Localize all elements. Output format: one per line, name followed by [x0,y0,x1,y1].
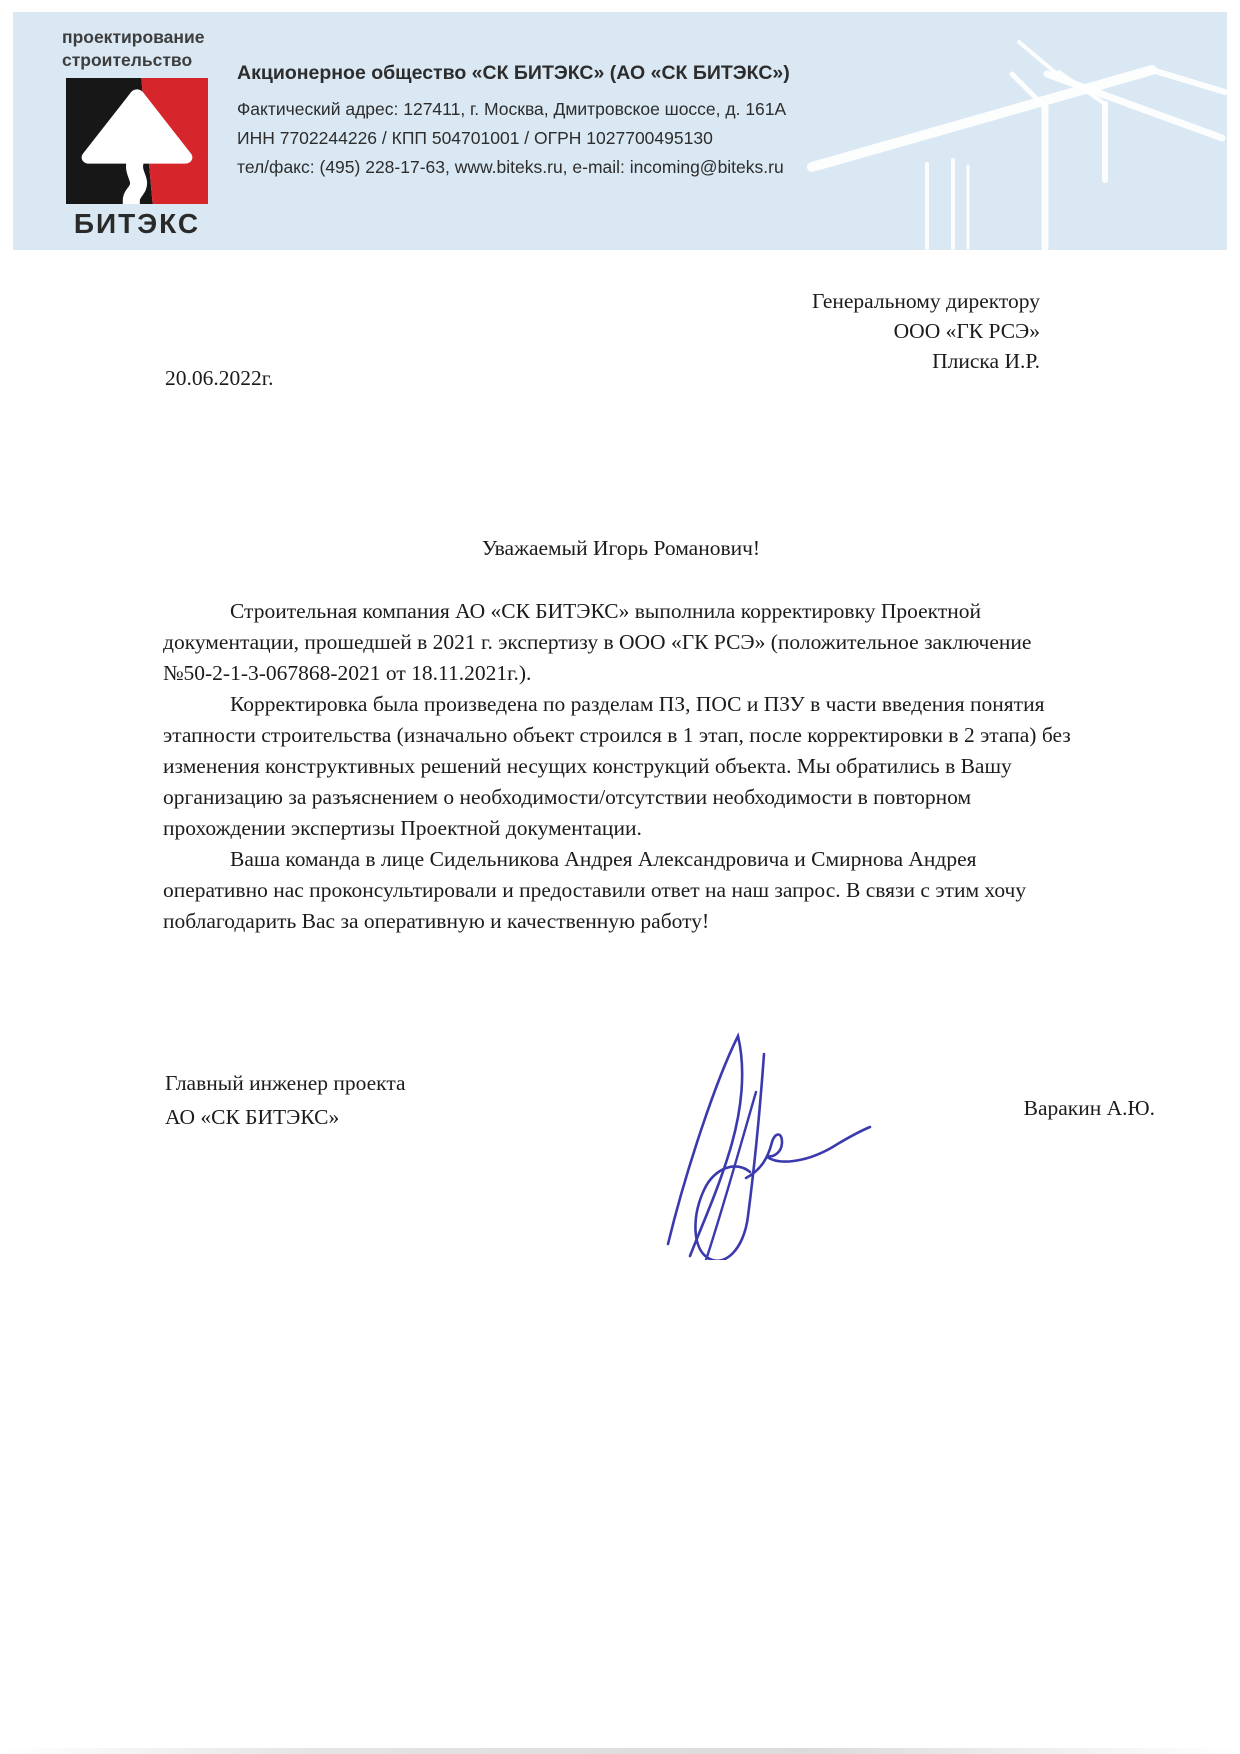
letter-body [163,596,1079,937]
paragraph-1: Строительная компания АО «СК БИТЭКС» выполнила корректировку Проектной документации, прошедшей в 2021 г. экспертизу в ООО «ГК РСЭ» (положительное заключение №50-2-1-3-067868-2021 от 18.11.2021г.). [163,599,1032,685]
signer-position-line-2: АО «СК БИТЭКС» [165,1105,340,1129]
signer-position-line-1: Главный инженер проекта [165,1071,406,1095]
scan-artifact [0,1748,1240,1754]
tagline-line-1: проектирование [62,27,205,47]
recipient-company: ООО «ГК РСЭ» [893,319,1040,343]
signer-name: Варакин А.Ю. [1023,1096,1155,1120]
company-contacts: тел/факс: (495) 228-17-63, www.biteks.ru, e-mail: incoming@biteks.ru [237,157,784,177]
letter-date: 20.06.2022г. [165,366,274,390]
signer-position-block [165,1066,406,1134]
salutation: Уважаемый Игорь Романович! [481,536,761,560]
paragraph-3: Ваша команда в лице Сидельникова Андрея Александровича и Смирнова Андрея оперативно нас проконсультировали и предоставили ответ на наш запрос. В связи с этим хочу поблагодарить Вас за оперативную и качественную работу! [163,847,1027,933]
construction-crane-watermark-icon [757,12,1227,250]
paragraph-2: Корректировка была произведена по разделам ПЗ, ПОС и ПЗУ в части введения понятия этапности строительства (изначально объект строился в 1 этап, после корректировки в 2 этапа) без изменения конструктивных решений несущих конструкций объекта. Мы обратились в Вашу организацию за разъяснением о необходимости/отсутствии необходимости в повторном прохождении экспертизы Проектной документации. [163,692,1071,840]
handwritten-signature-icon [596,1020,886,1260]
company-name: Акционерное общество «СК БИТЭКС» (АО «СК БИТЭКС») [237,62,790,84]
recipient-person: Плиска И.Р. [932,349,1040,373]
company-address: Фактический адрес: 127411, г. Москва, Дмитровское шоссе, д. 161А [237,99,787,119]
company-registration: ИНН 7702244226 / КПП 504701001 / ОГРН 1027700495130 [237,128,713,148]
tagline-line-2: строительство [62,50,193,70]
recipient-title: Генеральному директору [812,289,1040,313]
recipient-block [812,286,1040,376]
company-info-block [237,62,790,182]
letterhead-band [13,12,1227,250]
company-tagline [62,26,204,72]
logo-wordmark: БИТЭКС [73,208,201,239]
biteks-logo-trowel-icon [66,78,208,204]
